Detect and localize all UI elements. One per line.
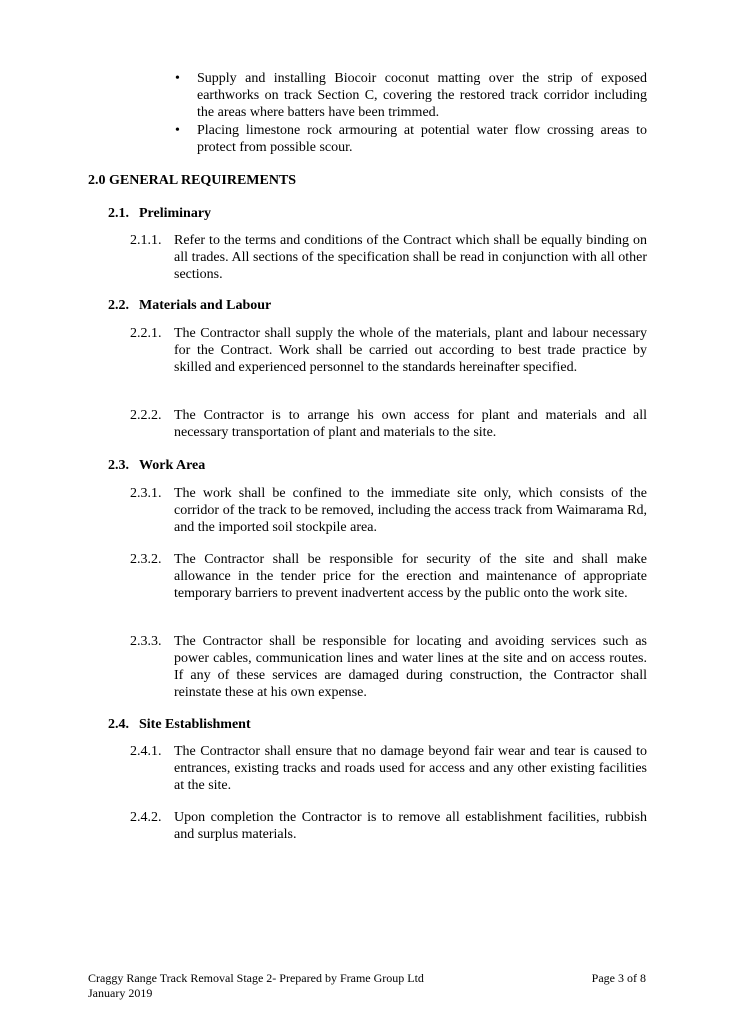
subsection-number: 2.4.	[108, 717, 129, 732]
clause-number: 2.4.2.	[130, 810, 162, 825]
clause-text: Refer to the terms and conditions of the Contract which shall be equally binding on all trades. All sections of the specification shall be read in conjunction with all other sections.	[174, 233, 647, 282]
clause-text: The work shall be confined to the immediate site only, which consists of the corridor of the track to be removed, including the access track from Waimarama Rd, and the imported soil stockpile area.	[174, 486, 647, 535]
clause-number: 2.2.2.	[130, 408, 162, 423]
bullet-item	[175, 122, 647, 156]
clause-number: 2.1.1.	[130, 233, 162, 248]
clause-text: Upon completion the Contractor is to remove all establishment facilities, rubbish and surplus materials.	[174, 810, 647, 842]
subsection-number: 2.1.	[108, 206, 129, 221]
section-heading: 2.0 GENERAL REQUIREMENTS	[88, 173, 297, 188]
bullet-text: Placing limestone rock armouring at potential water flow crossing areas to protect from possible scour.	[197, 123, 647, 155]
footer-date: January 2019	[88, 986, 153, 1000]
clause-number: 2.3.3.	[130, 634, 162, 649]
clause-2-3-1	[130, 485, 647, 536]
page-number: Page 3 of 8	[591, 971, 646, 985]
clause-text: The Contractor shall be responsible for security of the site and shall make allowance in the tender price for the erection and maintenance of appropriate temporary barriers to prevent inadvertent access by the public onto the work site.	[174, 552, 647, 601]
clause-2-3-3	[130, 633, 647, 701]
page-footer	[88, 971, 646, 1001]
clause-2-4-2	[130, 809, 647, 843]
bullet-icon: •	[175, 71, 180, 86]
bullet-item	[175, 70, 647, 121]
subsection-heading-work-area	[108, 457, 205, 474]
clause-number: 2.3.1.	[130, 486, 162, 501]
clause-2-4-1	[130, 743, 647, 794]
subsection-title: Work Area	[139, 458, 206, 473]
subsection-title: Preliminary	[139, 206, 212, 221]
bullet-list	[175, 70, 647, 157]
clause-2-2-2	[130, 407, 647, 441]
subsection-number: 2.3.	[108, 458, 129, 473]
clause-2-3-2	[130, 551, 647, 602]
subsection-title: Site Establishment	[139, 717, 251, 732]
subsection-heading-materials	[108, 297, 271, 314]
clause-2-1-1	[130, 232, 647, 283]
clause-text: The Contractor shall ensure that no damage beyond fair wear and tear is caused to entrances, existing tracks and roads used for access and any other existing facilities at the site.	[174, 744, 647, 793]
clause-text: The Contractor shall be responsible for locating and avoiding services such as power cables, communication lines and water lines at the site and on access routes. If any of these services are damaged during construction, the Contractor shall reinstate these at his own expense.	[174, 634, 647, 700]
clause-number: 2.4.1.	[130, 744, 162, 759]
subsection-heading-preliminary	[108, 205, 211, 222]
footer-document-title: Craggy Range Track Removal Stage 2- Prepared by Frame Group Ltd	[88, 971, 424, 985]
subsection-title: Materials and Labour	[139, 298, 272, 313]
clause-text: The Contractor is to arrange his own access for plant and materials and all necessary transportation of plant and materials to the site.	[174, 408, 647, 440]
clause-2-2-1	[130, 325, 647, 376]
subsection-number: 2.2.	[108, 298, 129, 313]
clause-text: The Contractor shall supply the whole of the materials, plant and labour necessary for the Contract. Work shall be carried out according to best trade practice by skilled and experienced personnel to the standards hereinafter specified.	[174, 326, 647, 375]
clause-number: 2.3.2.	[130, 552, 162, 567]
bullet-icon: •	[175, 123, 180, 138]
bullet-text: Supply and installing Biocoir coconut matting over the strip of exposed earthworks on track Section C, covering the restored track corridor including the areas where batters have been trimmed.	[197, 71, 647, 120]
clause-number: 2.2.1.	[130, 326, 162, 341]
subsection-heading-site-establishment	[108, 716, 251, 733]
